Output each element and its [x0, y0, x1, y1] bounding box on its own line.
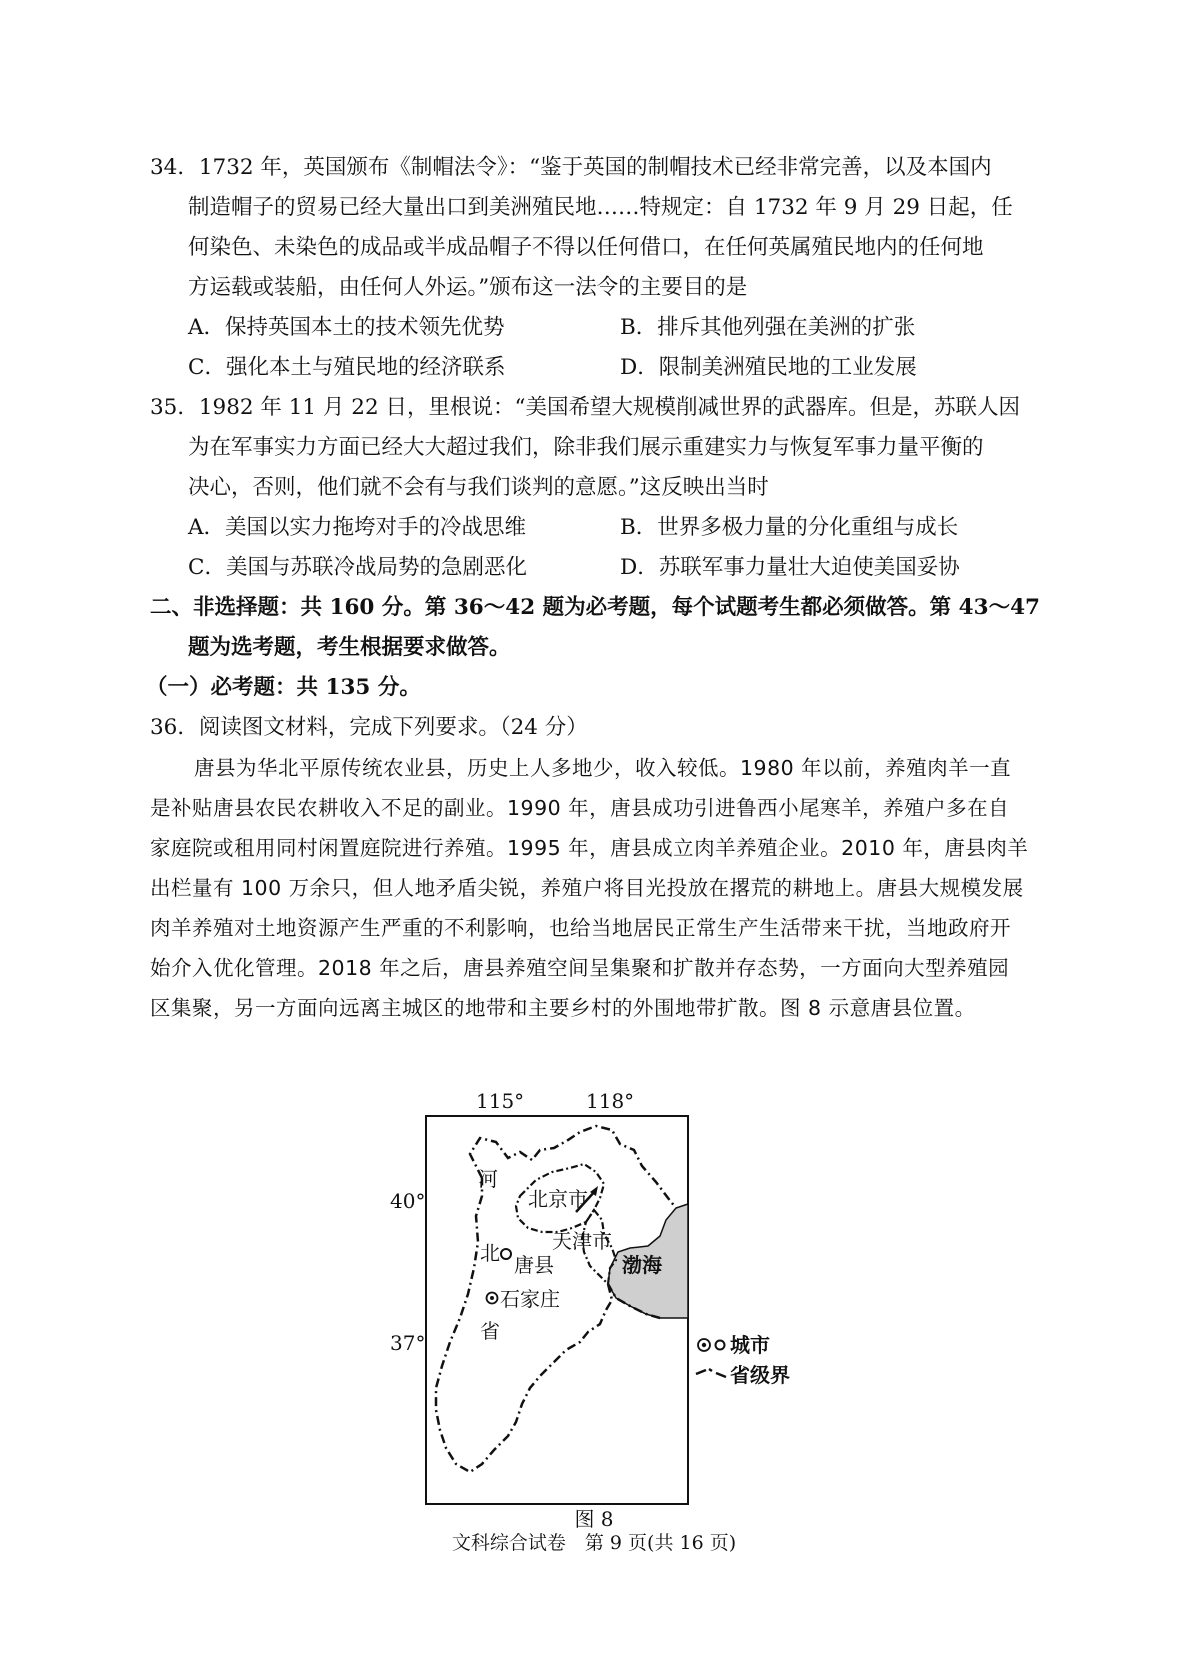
- q35-line-1: 35．1982 年 11 月 22 日，里根说：“美国希望大规模削减世界的武器库。但是，苏联人因: [150, 395, 1020, 420]
- legend-capital-icon-dot: [702, 1343, 706, 1347]
- q36-para-line-2: 是补贴唐县农民农耕收入不足的副业。1990 年，唐县成功引进鲁西小尾寒羊，养殖户多在自: [150, 796, 1010, 820]
- bohai-label: 渤海: [622, 1253, 662, 1277]
- q35-option-b: B．世界多极力量的分化重组与成长: [620, 515, 959, 540]
- q35-option-c: C．美国与苏联冷战局势的急剧恶化: [188, 555, 527, 580]
- q36-para-line-7: 区集聚，另一方面向远离主城区的地带和主要乡村的外围地带扩散。图 8 示意唐县位置。: [150, 996, 976, 1020]
- q35-option-d: D．苏联军事力量壮大迫使美国妥协: [620, 555, 960, 580]
- q36-para-line-3: 家庭院或租用同村闲置庭院进行养殖。1995 年，唐县成立肉羊养殖企业。2010 年，唐县肉羊: [150, 836, 1029, 860]
- hebei-label-sheng: 省: [480, 1319, 500, 1343]
- q35-line-2: 为在军事实力方面已经大大超过我们，除非我们展示重建实力与恢复军事力量平衡的: [188, 435, 984, 460]
- map-svg: [390, 1092, 850, 1512]
- lon-118-label: 118°: [586, 1092, 635, 1113]
- legend-border-label: 省级界: [730, 1363, 790, 1387]
- hebei-label-bei: 北: [480, 1241, 500, 1265]
- q35-option-a: A．美国以实力拖垮对手的冷战思维: [188, 515, 527, 540]
- figure-8-map: [390, 1092, 850, 1512]
- beijing-label: 北京市: [528, 1187, 588, 1211]
- legend-border-icon: [696, 1369, 726, 1377]
- q36-heading: 36．阅读图文材料，完成下列要求。（24 分）: [150, 715, 588, 740]
- shijiazhuang-label: 石家庄: [500, 1287, 560, 1311]
- q34-line-2: 制造帽子的贸易已经大量出口到美洲殖民地……特规定：自 1732 年 9 月 29 日起，任: [188, 195, 1013, 220]
- lat-37-label: 37°: [390, 1331, 426, 1355]
- lat-40-label: 40°: [390, 1189, 426, 1213]
- page-footer: 文科综合试卷 第 9 页(共 16 页): [451, 1532, 737, 1554]
- q36-para-line-6: 始介入优化管理。2018 年之后，唐县养殖空间呈集聚和扩散并存态势，一方面向大型养殖园: [150, 956, 1010, 980]
- section2-subheading: （一）必考题：共 135 分。: [146, 675, 421, 700]
- legend-city-label: 城市: [730, 1333, 770, 1357]
- tianjin-label: 天津市: [552, 1229, 612, 1253]
- shijiazhuang-marker-dot: [490, 1296, 494, 1300]
- q34-line-1: 34．1732 年，英国颁布《制帽法令》：“鉴于英国的制帽技术已经非常完善，以及本国内: [150, 155, 992, 180]
- q34-option-d: D．限制美洲殖民地的工业发展: [620, 355, 917, 380]
- q36-para-line-4: 出栏量有 100 万余只，但人地矛盾尖锐，养殖户将目光投放在撂荒的耕地上。唐县大规模发展: [150, 876, 1024, 900]
- section2-heading-line-1: 二、非选择题：共 160 分。第 36～42 题为必考题，每个试题考生都必须做答。第 43～47: [150, 595, 1040, 620]
- legend-city-icon: [716, 1341, 725, 1350]
- lon-115-label: 115°: [476, 1092, 525, 1113]
- q34-option-b: B．排斥其他列强在美洲的扩张: [620, 315, 916, 340]
- section2-heading-line-2: 题为选考题，考生根据要求做答。: [188, 635, 511, 660]
- figure-caption: 图 8: [574, 1507, 614, 1531]
- q35-line-3: 决心，否则，他们就不会有与我们谈判的意愿。”这反映出当时: [188, 475, 769, 500]
- tangxian-label: 唐县: [514, 1253, 554, 1277]
- q36-para-line-1: 唐县为华北平原传统农业县，历史上人多地少，收入较低。1980 年以前，养殖肉羊一直: [194, 756, 1012, 780]
- q34-line-4: 方运载或装船，由任何人外运。”颁布这一法令的主要目的是: [188, 275, 748, 300]
- q34-line-3: 何染色、未染色的成品或半成品帽子不得以任何借口，在任何英属殖民地内的任何地: [188, 235, 984, 260]
- tangxian-marker: [501, 1249, 511, 1259]
- hebei-label-he: 河: [478, 1167, 498, 1191]
- q34-option-c: C．强化本土与殖民地的经济联系: [188, 355, 506, 380]
- q36-para-line-5: 肉羊养殖对土地资源产生严重的不利影响，也给当地居民正常生产生活带来干扰，当地政府开: [150, 916, 1011, 940]
- q34-option-a: A．保持英国本土的技术领先优势: [188, 315, 505, 340]
